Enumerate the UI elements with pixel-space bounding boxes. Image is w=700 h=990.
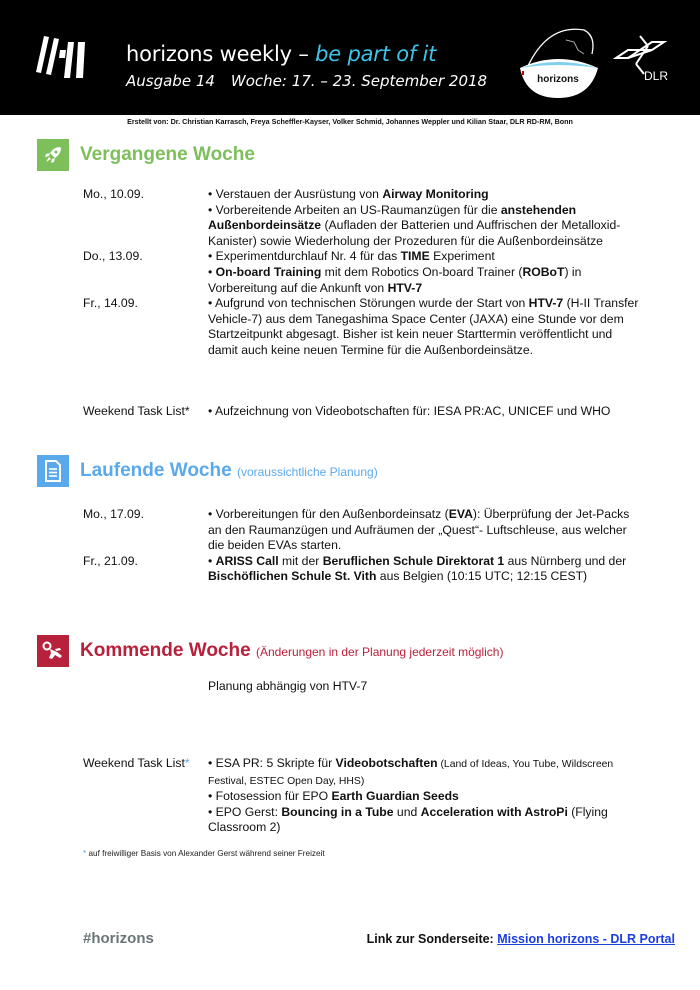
text-run: • Vorbereitungen für den Außenbordeinsatz (	[208, 507, 449, 521]
title-dash: –	[298, 42, 309, 66]
text-run: aus Belgien (10:15 UTC; 12:15 CEST)	[376, 569, 588, 584]
current-week-entries	[83, 507, 643, 585]
past-weekend-task-list	[83, 404, 643, 420]
bullet-item	[208, 805, 643, 836]
bullet-item	[208, 187, 643, 203]
bold-text: EVA	[448, 507, 473, 521]
bold-text: Airway Monitoring	[382, 187, 489, 201]
past-week-entries	[83, 187, 643, 359]
bold-text: HTV-7	[387, 280, 423, 295]
bold-text: anstehenden Außenbordeinsätze	[208, 202, 577, 233]
entry-date: Do., 13.09.	[83, 249, 143, 264]
astronaut-icon	[37, 635, 69, 667]
list-item	[83, 507, 643, 554]
bullet-item	[208, 554, 643, 585]
bold-text: Earth Guardian Seeds	[331, 789, 459, 804]
text-run: • ESA PR: 5 Skripte für	[208, 756, 336, 770]
bullet-item	[208, 789, 643, 805]
upcoming-note-row	[83, 679, 643, 695]
entry-body	[208, 404, 643, 420]
bold-text: HTV-7	[528, 296, 564, 311]
weekend-label: Weekend Task List	[83, 404, 185, 418]
bold-text: ROBoT	[522, 264, 565, 279]
entry-date: Fr., 21.09.	[83, 553, 138, 568]
footnote-asterisk: *	[83, 849, 87, 858]
title-text: horizons weekly	[126, 42, 292, 66]
section-current-week-header	[37, 455, 378, 487]
footnote	[83, 849, 325, 858]
entry-body	[208, 554, 643, 585]
section-title: Vergangene Woche	[80, 144, 255, 165]
iss-logo-icon	[32, 28, 104, 78]
credits-line: Erstellt von: Dr. Christian Karrasch, Freya Scheffler-Kayser, Volker Schmid, Johannes Weppler und Kilian Staar, DLR RD-RM, Bonn	[127, 117, 573, 126]
issue-info	[126, 72, 487, 90]
section-upcoming-week-header	[37, 635, 503, 667]
bullet-item	[208, 296, 643, 358]
entry-date: Mo., 17.09.	[83, 507, 144, 521]
list-item	[83, 554, 643, 585]
entry-body	[208, 756, 643, 836]
entry-date: Fr., 14.09.	[83, 296, 138, 311]
horizons-logo-text: horizons	[537, 74, 579, 85]
text-run: (Aufladen der Batterien und Auffrischen der Metalloxid-Kanister) sowie Wiederholung der Prozeduren für die Außenbordeinsätze	[208, 218, 621, 248]
bullet-item	[208, 404, 643, 420]
list-item	[83, 679, 643, 695]
text-run: •	[208, 264, 216, 279]
header-banner	[0, 0, 700, 115]
text-run: • Vorbereitende Arbeiten an US-Raumanzügen für die	[208, 202, 501, 217]
weekend-label: Weekend Task List	[83, 756, 185, 770]
entry-date: Mo., 10.09.	[83, 187, 144, 201]
footer-link-line	[367, 932, 675, 946]
text-run: •	[208, 553, 216, 568]
text-run: Experiment	[429, 249, 495, 264]
list-item	[83, 249, 643, 296]
week-range: Woche: 17. – 23. September 2018	[230, 72, 488, 90]
text-run: ) in Vorbereitung auf die Ankunft von	[208, 264, 582, 295]
text-run: ): Überprüfung der Jet-Packs an den Raumanzügen und Aufräumen der „Quest“- Luftschleuse, aus welcher die beiden EVAs starten.	[208, 507, 630, 553]
text-run: mit dem Robotics On-board Trainer (	[321, 264, 523, 279]
bullet-item	[208, 756, 643, 789]
section-title	[80, 460, 378, 482]
list-item	[83, 187, 643, 249]
bold-text: Bouncing in a Tube	[281, 804, 394, 819]
text-run: • Aufgrund von technischen Störungen wurde der Start von	[208, 296, 529, 311]
entry-body	[208, 507, 643, 554]
section-title-text: Laufende Woche	[80, 460, 232, 481]
text-run: (Flying Classroom 2)	[208, 804, 608, 835]
text-run: (H-II Transfer Vehicle-7) aus dem Tanegashima Space Center (JAXA) eine Stunde vor dem Startzeitpunkt abgesagt. Bisher ist kein neuer Starttermin veröffentlicht und damit auch keine neuen Termine für die Außenbordeinsätze.	[208, 296, 639, 357]
tagline: be part of it	[315, 42, 437, 66]
bold-text: Videobotschaften	[335, 756, 438, 770]
text-run: • Experimentdurchlauf Nr. 4 für das	[208, 249, 401, 264]
bullet-item	[208, 507, 643, 554]
text-run: (Land of Ideas, You Tube, Wildscreen Festival, ESTEC Open Day, HHS)	[208, 759, 614, 787]
bold-text: On-board Training	[215, 264, 322, 279]
section-title-text: Kommende Woche	[80, 640, 251, 661]
text-run: und	[393, 804, 421, 819]
list-item	[83, 296, 643, 358]
bullet-item	[208, 265, 643, 296]
bullet-item	[208, 203, 643, 250]
entry-body	[208, 249, 643, 296]
text-run: • EPO Gerst:	[208, 804, 282, 819]
bold-text: Bischöflichen Schule St. Vith	[208, 569, 377, 584]
section-title	[80, 640, 503, 662]
entry-date	[83, 679, 208, 695]
text-run: mit der	[278, 553, 323, 568]
dlr-logo-text: DLR	[643, 69, 669, 83]
entry-date	[83, 404, 208, 420]
list-item	[83, 756, 643, 836]
footnote-text: auf freiwilliger Basis von Alexander Gerst während seiner Freizeit	[86, 849, 325, 858]
bold-text: Acceleration with AstroPi	[420, 804, 568, 819]
document-icon	[37, 455, 69, 487]
list-item	[83, 404, 643, 420]
horizons-mission-logo	[508, 22, 608, 98]
entry-date	[83, 756, 208, 836]
upcoming-note: Planung abhängig von HTV-7	[208, 679, 368, 693]
upcoming-weekend-task-list	[83, 756, 643, 836]
mission-portal-link[interactable]: Mission horizons - DLR Portal	[497, 932, 675, 946]
weekend-asterisk: *	[184, 756, 190, 770]
text-run: aus Nürnberg und der	[504, 553, 627, 568]
link-label: Link zur Sonderseite:	[366, 932, 498, 946]
text-run: • Verstauen der Ausrüstung von	[208, 187, 383, 201]
weekend-asterisk: *	[184, 404, 190, 418]
bold-text: TIME	[400, 249, 430, 264]
bullet-item	[208, 249, 643, 265]
section-subtitle: (Änderungen in der Planung jederzeit möglich)	[255, 645, 504, 659]
bold-text: ARISS Call	[215, 553, 279, 568]
issue-number: Ausgabe 14	[126, 72, 215, 90]
entry-body	[208, 187, 643, 249]
dlr-logo	[612, 34, 676, 84]
bold-text: Beruflichen Schule Direktorat 1	[322, 553, 505, 568]
text-run: • Aufzeichnung von Videobotschaften für: IESA PR:AC, UNICEF und WHO	[208, 404, 611, 418]
rocket-icon	[37, 139, 69, 171]
section-subtitle: (voraussichtliche Planung)	[236, 465, 378, 479]
newsletter-title	[126, 42, 436, 66]
hashtag: #horizons	[83, 930, 154, 947]
text-run: • Fotosession für EPO	[208, 789, 332, 804]
section-past-week-header	[37, 139, 255, 171]
entry-body	[208, 296, 643, 358]
